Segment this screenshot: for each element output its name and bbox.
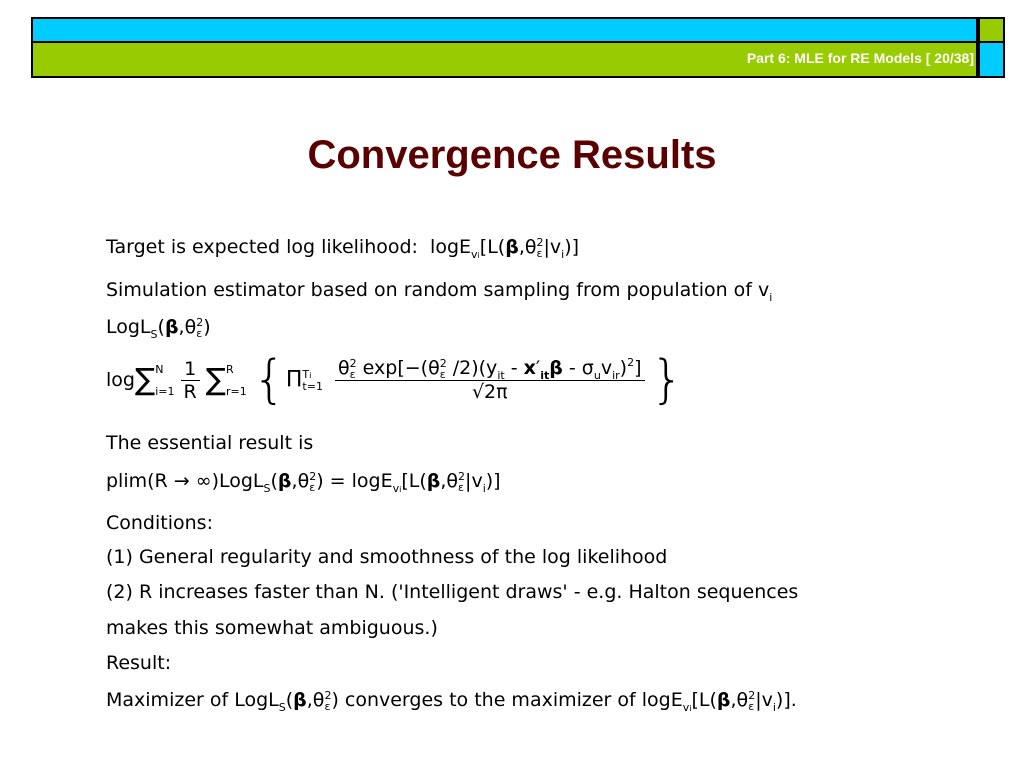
target-text: Target is expected log likelihood:: [106, 236, 418, 258]
condition-1: (1) General regularity and smoothness of the log likelihood: [106, 546, 668, 568]
target-line: [106, 236, 579, 259]
logl-s-formula: LogL$_S$(β,θ2 ε): [106, 315, 211, 341]
plim-formula: plim(R → ∞)LogL$_S$(β,θ2 ε) = logE$_{vi}$[L(β,θ2 $\varepsilon|v_i$)]: [106, 469, 501, 495]
target-formula: logE$_{vi}$[L(β,θ2 $\varepsilon|v_i$)]: [424, 235, 580, 261]
slide-label: Part 6: MLE for RE Models [ 20/38]: [746, 50, 974, 66]
header-corner-square-bottom: [978, 43, 1005, 78]
header-corner-square-top: [978, 17, 1005, 43]
slide-title: Convergence Results: [307, 133, 717, 177]
header-top-bar: [31, 17, 978, 43]
condition-2-cont: makes this somewhat ambiguous.): [106, 617, 438, 639]
maximizer-text: Maximizer of LogL: [106, 689, 279, 711]
maximizer-line: Maximizer of LogL$_S$(β,θ2 ε) converges to the maximizer of logE$_{vi}$[L(β,θ2 $\varepsilon|v_i$)].: [106, 688, 797, 714]
result-heading: Result:: [106, 652, 172, 674]
simulated-loglik-formula: log∑N i=1 $\frac{1}{R}$ ∑R r=1 {ΠTi t=1 θ2 ε exp[−(θ2 ε $/2)(y_{it} - x'_{it}\beta - \sigma_uv_{ir})^2$] √2π }: [106, 350, 684, 410]
conditions-heading: Conditions:: [106, 512, 213, 534]
condition-2: (2) R increases faster than N. ('Intelligent draws' - e.g. Halton sequences: [106, 581, 799, 603]
simulation-line: Simulation estimator based on random sampling from population of $v_i$: [106, 279, 773, 304]
essential-line: The essential result is: [106, 432, 314, 454]
simulation-text: Simulation estimator based on random sampling from population of v: [106, 279, 770, 301]
converges-text: ) converges to the maximizer of logE: [331, 689, 683, 711]
